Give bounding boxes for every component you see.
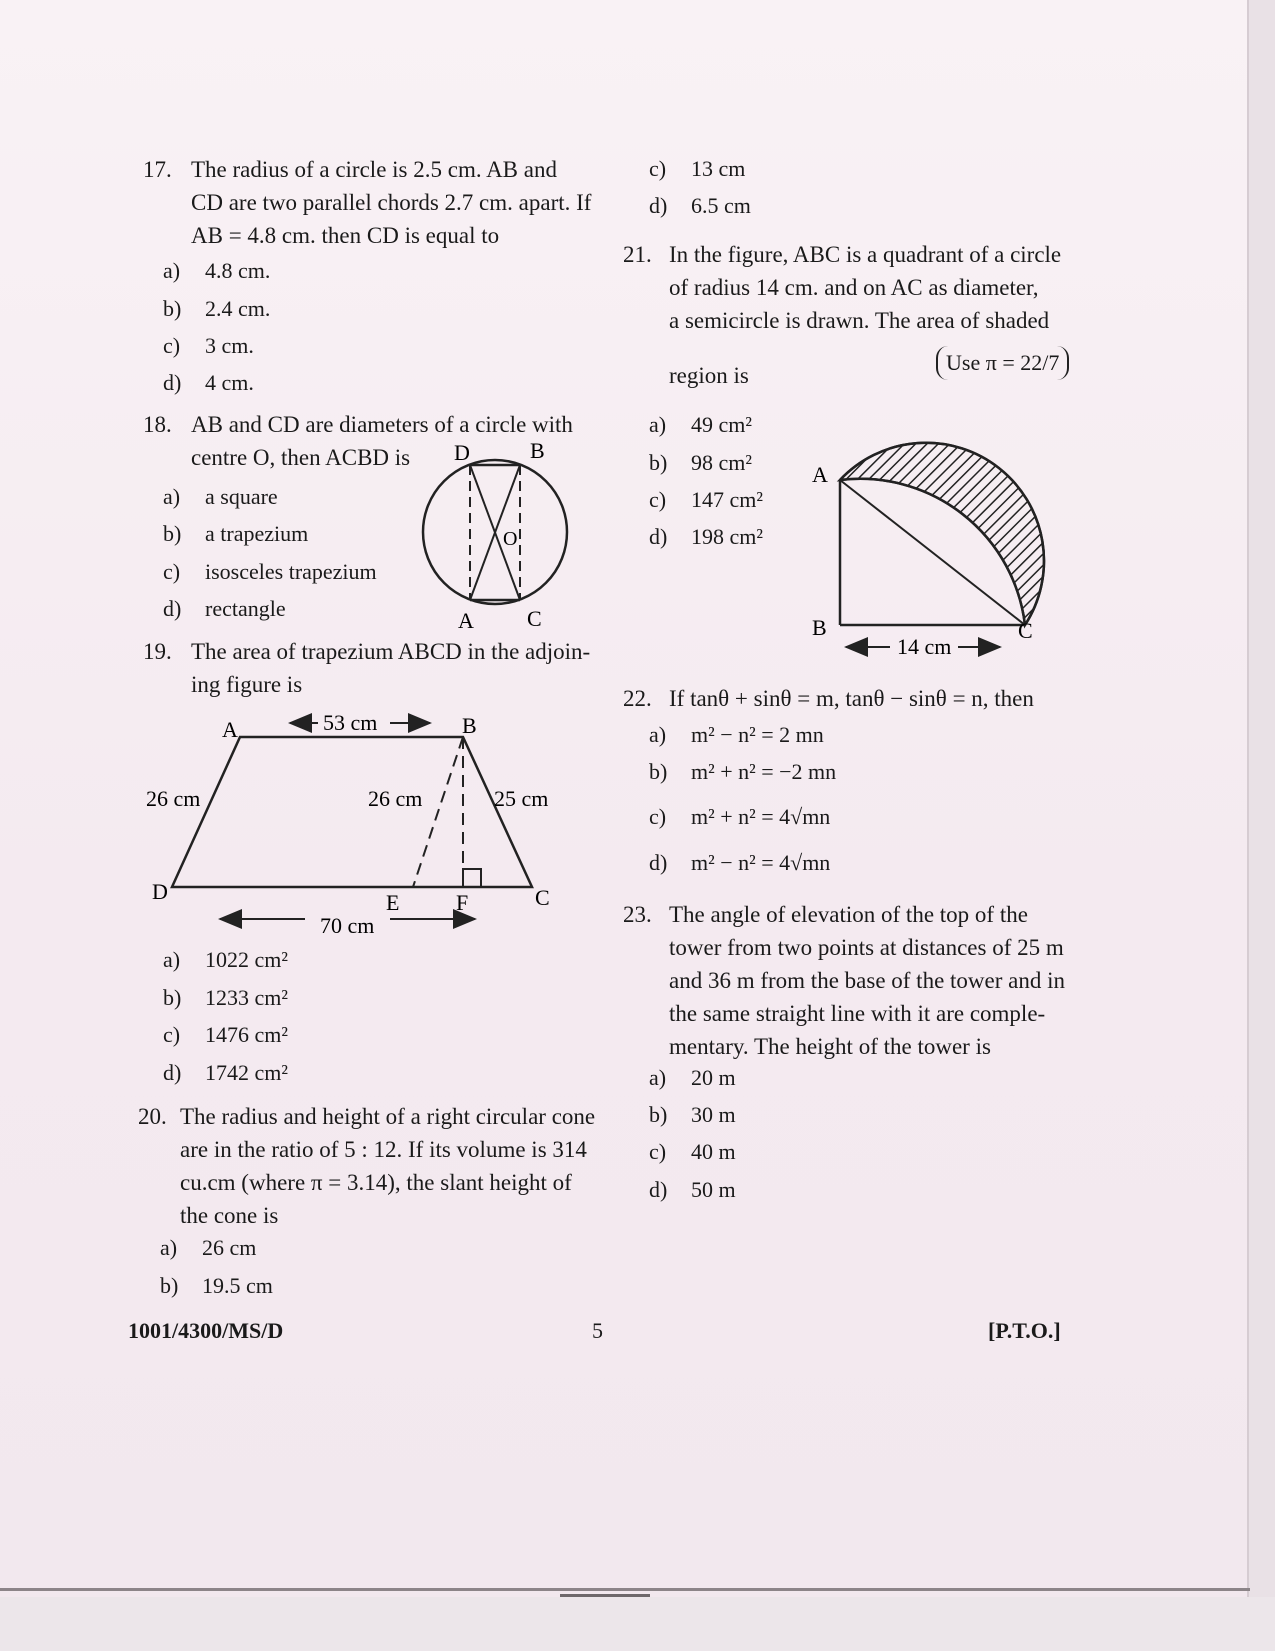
q18-option-d bbox=[163, 594, 286, 624]
label-c: C bbox=[1018, 618, 1033, 643]
label-d: D bbox=[152, 879, 168, 904]
option-label: c) bbox=[649, 1139, 667, 1164]
option-text: 1022 cm² bbox=[205, 947, 288, 972]
page-edge-line bbox=[1247, 0, 1249, 1600]
question-text bbox=[191, 153, 591, 252]
option-text: 4 cm. bbox=[205, 370, 254, 395]
q22-option-a bbox=[649, 720, 824, 750]
q17-option-a bbox=[163, 256, 270, 286]
option-label: c) bbox=[163, 1022, 181, 1047]
page-bottom-edge bbox=[0, 1588, 1250, 1591]
q23-option-d bbox=[649, 1175, 736, 1205]
question-line: the cone is bbox=[180, 1203, 279, 1228]
q17-option-c bbox=[163, 331, 254, 361]
question-number: 21. bbox=[623, 242, 652, 267]
question-line: CD are two parallel chords 2.7 cm. apart. If bbox=[191, 190, 592, 215]
option-text: 26 cm bbox=[202, 1235, 257, 1260]
label-c: C bbox=[527, 606, 542, 630]
q18-option-b bbox=[163, 519, 308, 549]
q19-trapezium-figure bbox=[140, 705, 585, 945]
q18-option-c bbox=[163, 557, 377, 587]
question-text bbox=[669, 682, 1034, 715]
option-text: a square bbox=[205, 484, 278, 509]
question-line: region is bbox=[669, 363, 749, 388]
q21-option-b bbox=[649, 448, 752, 478]
option-label: c) bbox=[649, 156, 667, 181]
question-line: The radius of a circle is 2.5 cm. AB and bbox=[191, 157, 557, 182]
label-left-length: 26 cm bbox=[146, 786, 201, 811]
question-number: 18. bbox=[143, 412, 172, 437]
option-text: 50 m bbox=[691, 1177, 736, 1202]
right-angle-mark bbox=[463, 869, 481, 887]
option-label: d) bbox=[649, 524, 668, 549]
option-text: m² − n² = 4√mn bbox=[691, 850, 831, 875]
option-text: m² + n² = −2 mn bbox=[691, 759, 837, 784]
label-mid-length: 26 cm bbox=[368, 786, 423, 811]
option-text: 3 cm. bbox=[205, 333, 254, 358]
q21-option-a bbox=[649, 410, 752, 440]
question-line: The angle of elevation of the top of the bbox=[669, 902, 1028, 927]
question-text bbox=[191, 635, 590, 701]
page-bottom-strip bbox=[0, 1597, 1275, 1651]
question-line: mentary. The height of the tower is bbox=[669, 1034, 991, 1059]
label-f: F bbox=[456, 890, 469, 915]
label-c: C bbox=[535, 885, 550, 910]
question-line: centre O, then ACBD is bbox=[191, 445, 411, 470]
label-radius: 14 cm bbox=[897, 634, 952, 659]
label-a: A bbox=[222, 717, 238, 742]
option-label: a) bbox=[649, 1065, 667, 1090]
label-right-length: 25 cm bbox=[494, 786, 549, 811]
option-text: 147 cm² bbox=[691, 487, 763, 512]
question-line: tower from two points at distances of 25 m bbox=[669, 935, 1064, 960]
option-label: d) bbox=[163, 370, 182, 395]
option-text: isosceles trapezium bbox=[205, 559, 377, 584]
question-number: 20. bbox=[138, 1104, 167, 1129]
question-line: a semicircle is drawn. The area of shaded bbox=[669, 308, 1050, 333]
option-text: 30 m bbox=[691, 1102, 736, 1127]
question-line: the same straight line with it are comple- bbox=[669, 1001, 1046, 1026]
option-text: m² + n² = 4√mn bbox=[691, 804, 831, 829]
option-text: 1233 cm² bbox=[205, 985, 288, 1010]
question-number: 22. bbox=[623, 686, 652, 711]
option-label: b) bbox=[649, 450, 668, 475]
question-text bbox=[669, 898, 1065, 1063]
question-line: are in the ratio of 5 : 12. If its volume is 314 bbox=[180, 1137, 587, 1162]
q23-option-c bbox=[649, 1137, 736, 1167]
q18-circle-figure bbox=[410, 440, 580, 630]
question-line: ing figure is bbox=[191, 672, 303, 697]
option-label: b) bbox=[649, 1102, 668, 1127]
pto-label: [P.T.O.] bbox=[988, 1318, 1061, 1343]
q20-option-a bbox=[160, 1233, 256, 1263]
q19-option-d bbox=[163, 1058, 288, 1088]
question-line: of radius 14 cm. and on AC as diameter, bbox=[669, 275, 1039, 300]
option-text: 13 cm bbox=[691, 156, 746, 181]
label-b: B bbox=[462, 713, 477, 738]
label-top-length: 53 cm bbox=[323, 710, 378, 735]
option-label: b) bbox=[649, 759, 668, 784]
option-text: a trapezium bbox=[205, 521, 309, 546]
option-text: rectangle bbox=[205, 596, 286, 621]
option-text: 2.4 cm. bbox=[205, 296, 271, 321]
q18-option-a bbox=[163, 482, 278, 512]
label-e: E bbox=[386, 890, 400, 915]
option-label: a) bbox=[163, 947, 181, 972]
option-label: c) bbox=[649, 487, 667, 512]
option-text: 98 cm² bbox=[691, 450, 752, 475]
q21-option-d bbox=[649, 522, 763, 552]
q17-option-d bbox=[163, 368, 254, 398]
option-text: 19.5 cm bbox=[202, 1273, 273, 1298]
label-a: A bbox=[458, 608, 474, 630]
q23-option-a bbox=[649, 1063, 736, 1093]
label-b: B bbox=[530, 440, 545, 463]
option-label: d) bbox=[649, 1177, 668, 1202]
option-label: b) bbox=[163, 296, 182, 321]
option-text: 6.5 cm bbox=[691, 193, 751, 218]
question-number: 17. bbox=[143, 157, 172, 182]
page-number: 5 bbox=[592, 1318, 603, 1343]
option-label: b) bbox=[160, 1273, 179, 1298]
option-label: a) bbox=[649, 722, 667, 747]
question-line: The radius and height of a right circular cone bbox=[180, 1104, 596, 1129]
option-text: 4.8 cm. bbox=[205, 258, 271, 283]
option-label: c) bbox=[649, 804, 667, 829]
option-label: d) bbox=[649, 850, 668, 875]
q19-option-c bbox=[163, 1020, 288, 1050]
trapezium-abcd bbox=[172, 737, 532, 887]
shaded-region bbox=[840, 443, 1044, 625]
question-number: 19. bbox=[143, 639, 172, 664]
q20-option-d bbox=[649, 191, 751, 221]
option-label: c) bbox=[163, 559, 181, 584]
segment-be bbox=[413, 737, 463, 887]
q17-option-b bbox=[163, 294, 270, 324]
q21-quadrant-figure bbox=[800, 400, 1070, 660]
option-text: 1742 cm² bbox=[205, 1060, 288, 1085]
option-label: d) bbox=[163, 1060, 182, 1085]
q20-option-b bbox=[160, 1271, 273, 1301]
question-number: 23. bbox=[623, 902, 652, 927]
question-text bbox=[180, 1100, 595, 1232]
q22-option-c bbox=[649, 802, 830, 832]
label-d: D bbox=[454, 440, 470, 465]
q20-option-c bbox=[649, 154, 745, 184]
option-text: 49 cm² bbox=[691, 412, 752, 437]
label-o: O bbox=[503, 528, 518, 550]
option-label: a) bbox=[649, 412, 667, 437]
option-label: a) bbox=[163, 484, 181, 509]
option-label: a) bbox=[163, 258, 181, 283]
option-label: d) bbox=[649, 193, 668, 218]
option-label: b) bbox=[163, 985, 182, 1010]
question-line: cu.cm (where π = 3.14), the slant height of bbox=[180, 1170, 572, 1195]
label-b: B bbox=[812, 615, 827, 640]
option-text: 1476 cm² bbox=[205, 1022, 288, 1047]
option-label: c) bbox=[163, 333, 181, 358]
question-line: and 36 m from the base of the tower and in bbox=[669, 968, 1065, 993]
option-label: b) bbox=[163, 521, 182, 546]
q22-option-b bbox=[649, 757, 836, 787]
option-text: m² − n² = 2 mn bbox=[691, 722, 824, 747]
option-text: 20 m bbox=[691, 1065, 736, 1090]
question-line: If tanθ + sinθ = m, tanθ − sinθ = n, then bbox=[669, 686, 1034, 711]
option-label: a) bbox=[160, 1235, 178, 1260]
page-edge bbox=[1247, 0, 1275, 1651]
label-bottom-length: 70 cm bbox=[320, 913, 375, 938]
q23-option-b bbox=[649, 1100, 736, 1130]
question-line: In the figure, ABC is a quadrant of a circle bbox=[669, 242, 1062, 267]
q21-hint: Use π = 22/7 bbox=[936, 346, 1069, 380]
q22-option-d bbox=[649, 848, 830, 878]
question-line: AB = 4.8 cm. then CD is equal to bbox=[191, 223, 500, 248]
question-line: AB and CD are diameters of a circle with bbox=[191, 412, 573, 437]
q21-option-c bbox=[649, 485, 763, 515]
option-label: d) bbox=[163, 596, 182, 621]
q19-option-b bbox=[163, 983, 288, 1013]
option-text: 40 m bbox=[691, 1139, 736, 1164]
paper-code: 1001/4300/MS/D bbox=[128, 1318, 284, 1343]
q19-option-a bbox=[163, 945, 288, 975]
option-text: 198 cm² bbox=[691, 524, 763, 549]
label-a: A bbox=[812, 462, 828, 487]
question-line: The area of trapezium ABCD in the adjoin- bbox=[191, 639, 591, 664]
